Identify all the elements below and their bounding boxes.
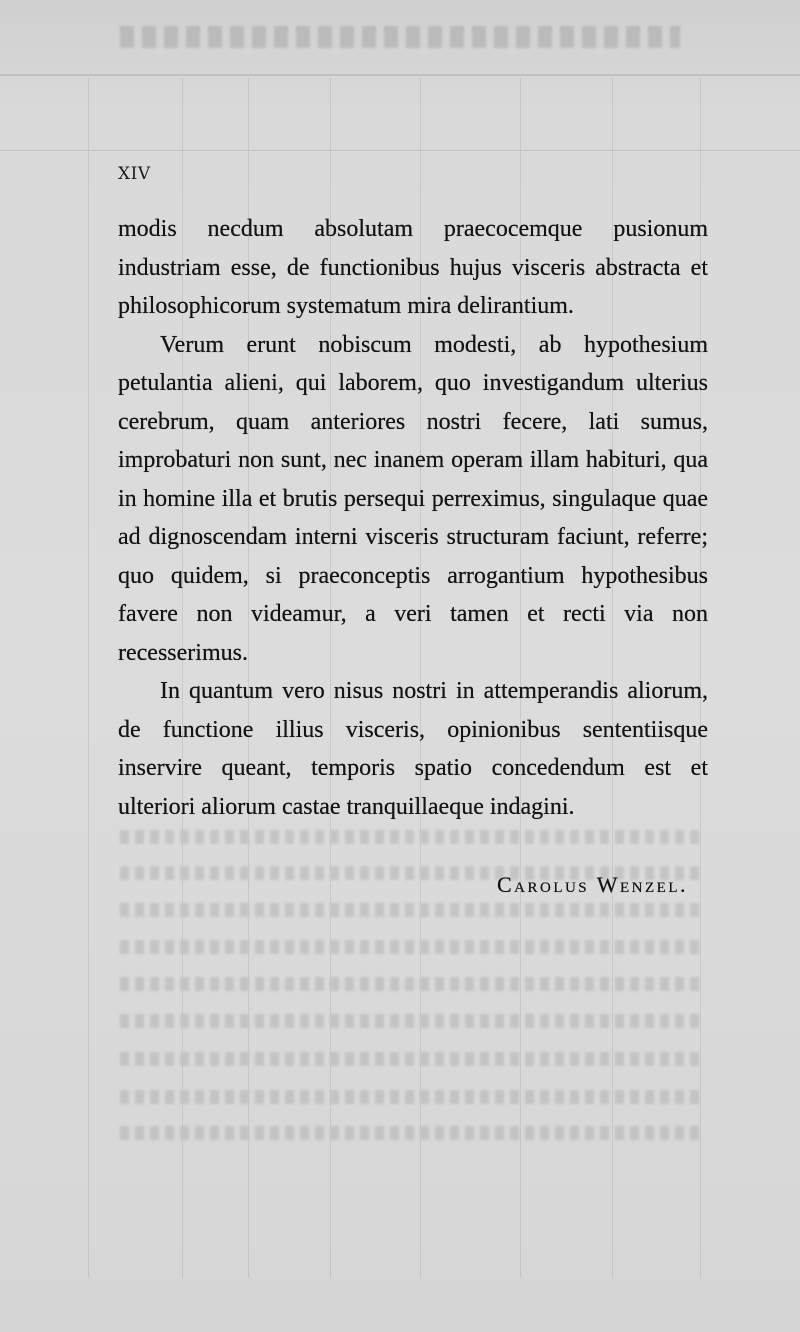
paragraph-3: In quantum vero nisus nostri in attemperandis aliorum, de functione illius visceris, opinionibus sententiisque inservire queant, temporis spatio concedendum est et ulteriori aliorum castae tranquillaeque indagini. [118, 678, 708, 820]
bleed-through-rule [0, 150, 800, 151]
bleed-through-text-line [120, 1014, 700, 1028]
author-signature: Carolus Wenzel. [496, 872, 688, 897]
text-block [118, 160, 708, 900]
paragraph-2: Verum erunt nobiscum modesti, ab hypothesium petulantia alieni, qui laborem, quo investigandum ulterius cerebrum, quam anteriores nostri fecere, lati sumus, improbaturi non sunt, nec inanem operam illam habituri, qua in homine illa et brutis persequi perreximus, singulaque quae ad dignoscendam interni visceris structuram faciunt, referre; quo quidem, si praeconceptis arrogantium hypothesibus favere non videamur, a veri tamen et recti via non recesserimus. [118, 331, 708, 666]
bleed-through-text-line [120, 903, 700, 917]
bleed-through-text-line [120, 1090, 700, 1104]
bleed-through-column [88, 78, 89, 1278]
bleed-through-text-line [120, 977, 700, 991]
page-number: XIV [118, 164, 151, 184]
bleed-through-text-line [120, 1052, 700, 1066]
bleed-through-text-line [120, 1126, 700, 1140]
bleed-through-rule [0, 74, 800, 76]
paragraph-1: modis necdum absolutam praecocemque pusionum industriam esse, de functionibus hujus visceris abstracta et philosophicorum systematum mira delirantium. [118, 216, 708, 319]
bleed-through-heading [120, 26, 680, 48]
bleed-through-text-line [120, 940, 700, 954]
